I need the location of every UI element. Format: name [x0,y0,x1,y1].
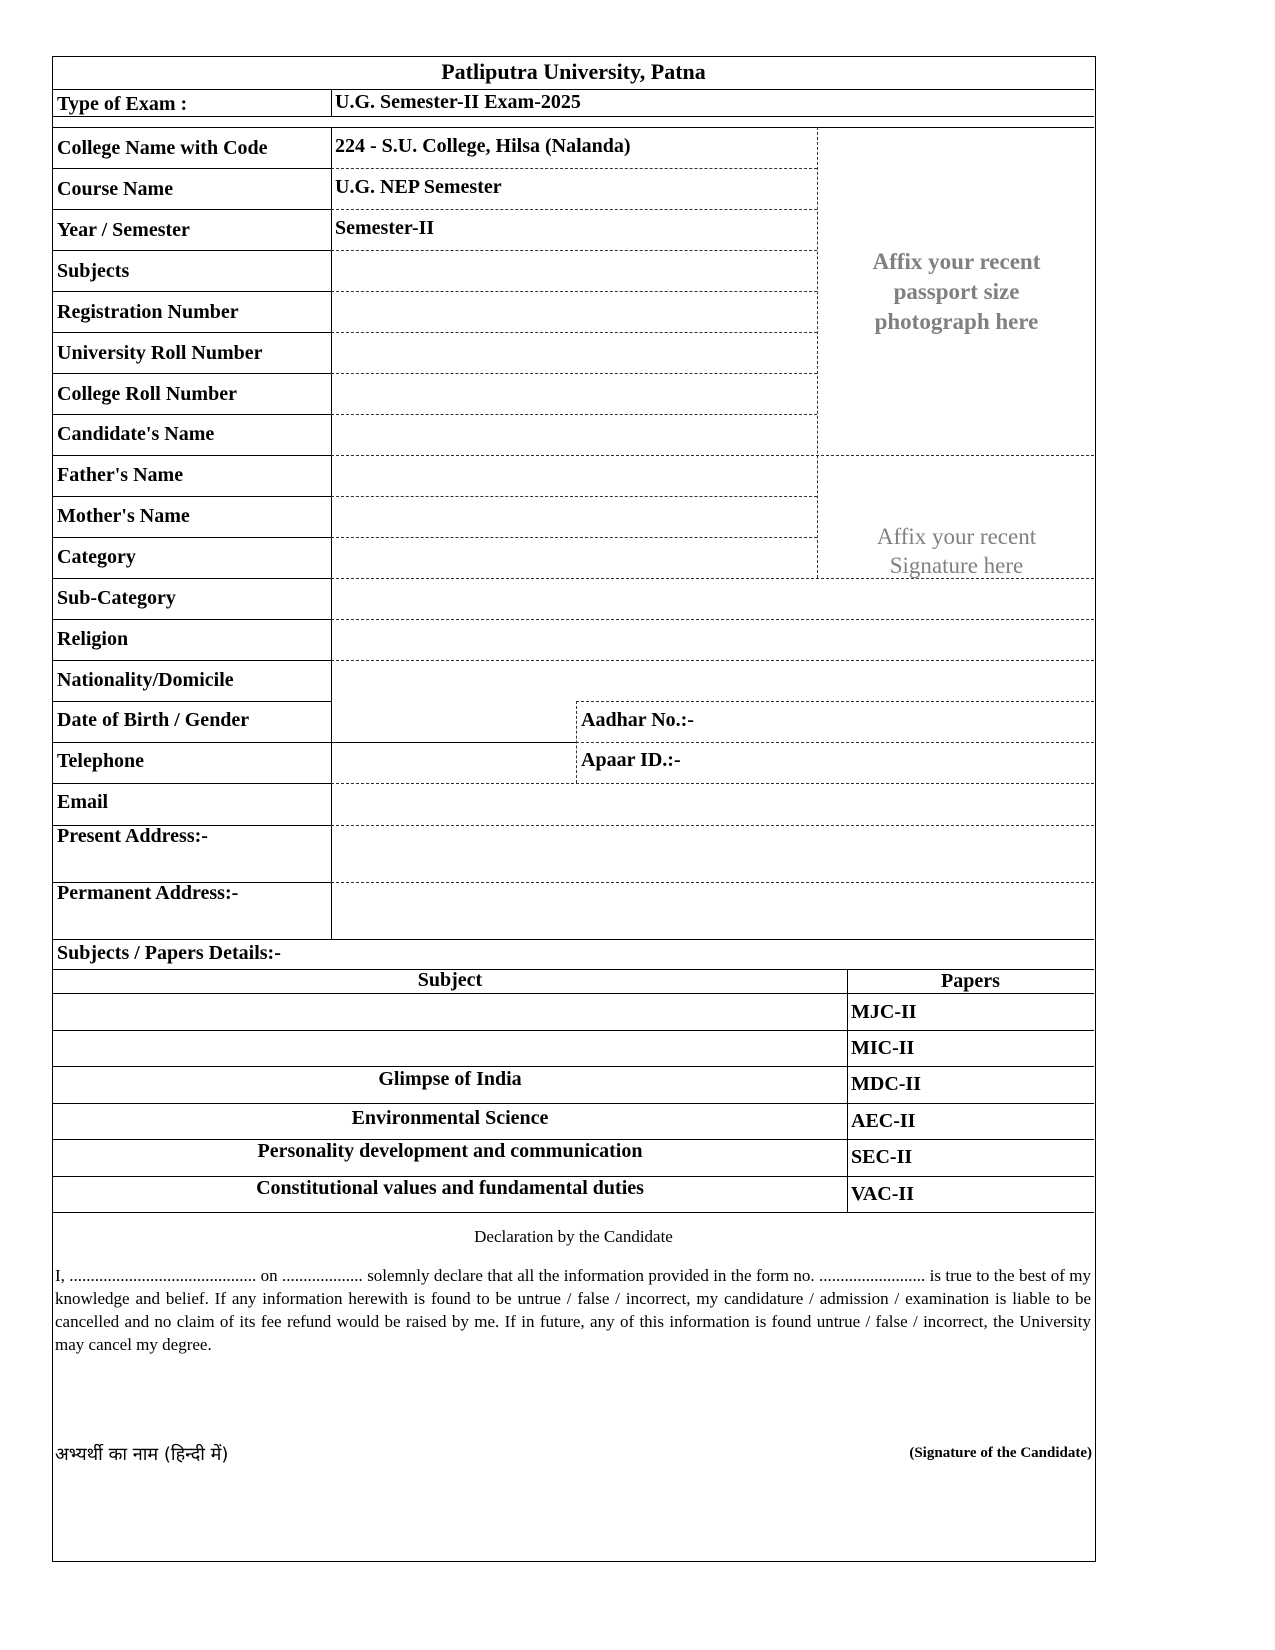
univ-roll-label: University Roll Number [57,342,263,364]
registration-field[interactable] [333,293,816,331]
exam-type-label: Type of Exam : [57,93,188,115]
course-value: U.G. NEP Semester [335,176,502,198]
apaar-field[interactable] [693,744,1093,782]
paper-row-code: MDC-II [851,1073,921,1095]
telephone-label: Telephone [57,750,145,772]
declaration-title: Declaration by the Candidate [474,1227,673,1246]
exam-form [52,56,1096,1562]
mother-name-label: Mother's Name [57,505,190,527]
candidate-name-label: Candidate's Name [57,423,215,445]
sub-category-label: Sub-Category [57,587,176,609]
divider [576,701,577,783]
papers-section-title: Subjects / Papers Details:- [57,942,281,964]
paper-row-subject: Constitutional values and fundamental duties [256,1177,644,1199]
divider [53,116,1094,117]
permanent-address-field[interactable] [333,884,1093,938]
telephone-field[interactable] [333,744,574,782]
college-roll-field[interactable] [333,375,816,413]
college-label: College Name with Code [57,137,268,159]
declaration-text: I, ............................................ on ................... solemnly declare that all the information provided in the form no. ......................... is true to the best of my knowledge and belief. If any information herewith is found to be untrue / false / incorrect, my candidature / admission / examination is liable to be cancelled and no claim of its fee refund would be raised by me. If in future, any of this information is found untrue / false / incorrect, the University may cancel my degree. [55,1266,1091,1354]
paper-row-code: MJC-II [851,1001,917,1023]
father-name-field[interactable] [333,457,816,495]
email-field[interactable] [333,785,1093,824]
paper-row-subject: Personality development and communication [257,1140,643,1162]
college-value: 224 - S.U. College, Hilsa (Nalanda) [335,135,631,157]
nationality-label: Nationality/Domicile [57,669,234,691]
signature-placeholder[interactable]: Affix your recent Signature here [876,524,1037,578]
divider [53,89,1094,90]
subjects-field[interactable] [333,252,816,290]
year-label: Year / Semester [57,219,190,241]
paper-row-subject: Glimpse of India [378,1068,522,1090]
religion-field[interactable] [333,621,1093,659]
college-roll-label: College Roll Number [57,383,237,405]
papers-header: Papers [941,970,1000,992]
candidate-name-field[interactable] [333,416,816,454]
dob-gender-field[interactable] [333,703,574,741]
photo-box-border [817,127,818,578]
signature-label: (Signature of the Candidate) [909,1445,1092,1461]
email-label: Email [57,791,109,813]
photo-placeholder[interactable]: Affix your recent passport size photograph here [872,249,1041,334]
registration-label: Registration Number [57,301,239,323]
paper-row-code: MIC-II [851,1037,915,1059]
university-title: Patliputra University, Patna [441,59,706,84]
present-address-field[interactable] [333,827,1093,881]
subjects-label: Subjects [57,260,130,282]
mother-name-field[interactable] [333,498,816,536]
univ-roll-field[interactable] [333,334,816,372]
year-value: Semester-II [335,217,435,239]
religion-label: Religion [57,628,129,650]
permanent-address-label: Permanent Address:- [57,882,239,904]
paper-row-code: SEC-II [851,1146,913,1168]
divider [331,127,332,939]
present-address-label: Present Address:- [57,825,208,847]
subject-header: Subject [417,969,483,991]
paper-row-subject: Environmental Science [351,1107,549,1129]
exam-type-value: U.G. Semester-II Exam-2025 [335,91,581,113]
paper-row-code: VAC-II [851,1183,914,1205]
paper-row-code: AEC-II [851,1110,916,1132]
apaar-label: Apaar ID.:- [581,749,681,771]
nationality-field[interactable] [333,662,1093,700]
category-field[interactable] [333,539,816,577]
divider [53,127,1094,128]
father-name-label: Father's Name [57,464,184,486]
divider [331,89,332,116]
dob-gender-label: Date of Birth / Gender [57,709,250,731]
course-label: Course Name [57,178,174,200]
category-label: Category [57,546,136,568]
hindi-name-label: अभ्यर्थी का नाम (हिन्दी में) [55,1444,229,1465]
aadhar-label: Aadhar No.:- [581,709,694,731]
aadhar-field[interactable] [693,703,1093,741]
sub-category-field[interactable] [333,580,1093,618]
